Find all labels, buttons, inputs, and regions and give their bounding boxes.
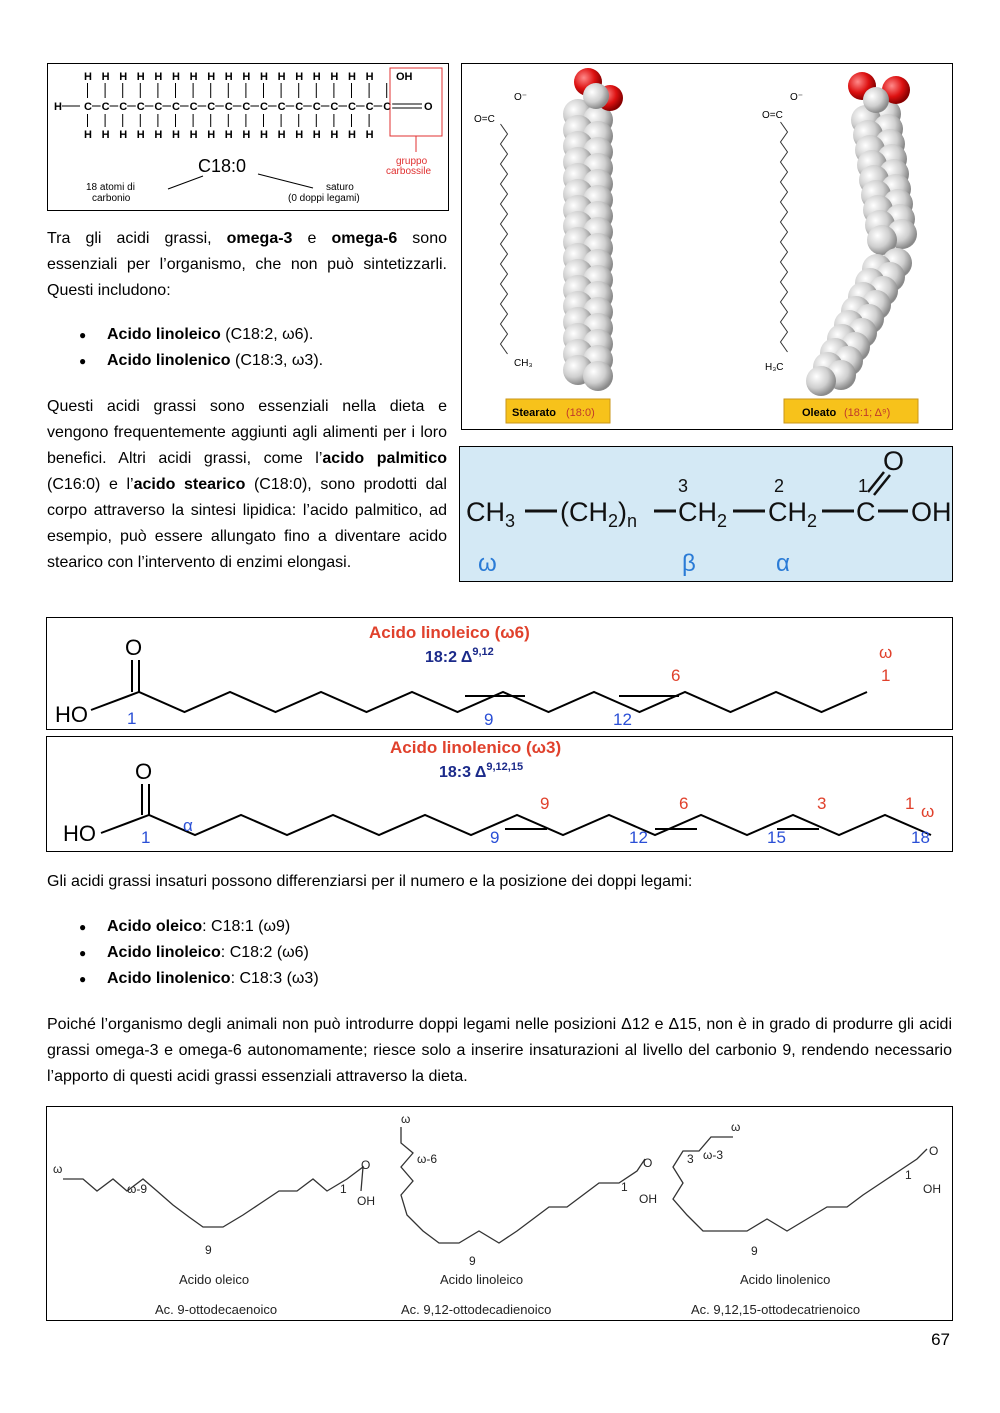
linolenic-omega: ω: [731, 1120, 741, 1134]
gruppo-label-1: gruppo: [396, 156, 428, 167]
hydrogen-atom: H: [189, 71, 198, 83]
linoleic-c9: 9: [484, 710, 494, 729]
linoleic-acid-figure: [46, 617, 953, 730]
saturo-pointer: [258, 174, 313, 188]
hydrogen-atom: H: [207, 129, 216, 141]
stearic-acid-svg: [48, 64, 448, 210]
unsaturated-list: [47, 914, 952, 992]
oleic-name: Acido oleico: [179, 1272, 250, 1287]
linolenic-c18: 18: [911, 828, 930, 847]
linolenic-name: Acido linolenico: [740, 1272, 831, 1287]
stearate-oc-label: O=C: [474, 114, 495, 125]
linolenic-c12: 12: [629, 828, 648, 847]
oleic-skeleton: [63, 1167, 363, 1227]
o-label: O: [424, 101, 433, 113]
hydrogen-atom: H: [242, 129, 251, 141]
oleic-tag: ω-9: [127, 1182, 148, 1196]
carbon-atom: C: [348, 101, 356, 113]
num-2: 2: [774, 476, 785, 496]
linolenic-o2: O: [929, 1144, 939, 1158]
page-number: 67: [931, 1330, 950, 1349]
linolenic-tag: ω-3: [703, 1148, 724, 1162]
list-item: ● Acido linoleico: C18:2 (ω6): [47, 940, 952, 966]
linoleic-title: Acido linoleico (ω6): [369, 623, 530, 642]
alpha-greek: α: [776, 550, 790, 577]
stearate-ch3-label: CH₃: [514, 358, 533, 369]
intro-paragraph-1: [47, 226, 447, 304]
saturo-label-2: (0 doppi legami): [288, 193, 360, 204]
carbon-atom: C: [224, 101, 233, 113]
list-item: ● Acido linolenico: C18:3 (ω3): [47, 966, 952, 992]
linolenic-chain: [101, 815, 931, 835]
oleato-formula: (18:1; Δ⁹): [844, 407, 891, 419]
oleic-o: O: [361, 1158, 371, 1172]
intro-p1-a: Tra gli acidi grassi,: [47, 230, 227, 247]
linolenic-omega-symbol: ω: [921, 802, 935, 821]
intro-paragraph-2: Questi acidi grassi sono essenziali nella dieta e vengono frequentemente aggiunti agli alimenti per i loro benefici. Altri acidi grassi, come l’acido palmitico (C16:0) e l’acido stearico (C18:0), sono prodotti dal corpo attraverso la sintesi lipidica: l’acido palmitico, ad esempio, può essere allungato fino a diventare acido stearico con l’intervento di enzimi elongasi.: [47, 398, 448, 571]
carbon-atom: C: [119, 101, 128, 113]
oleate-oc-label: O=C: [762, 110, 783, 121]
num-1: 1: [858, 476, 869, 496]
stearic-acid-structure-figure: [47, 63, 449, 211]
oleate-space-filling: [806, 72, 917, 396]
carbon-atom: C: [172, 101, 180, 113]
linoleic-c9b: 9: [469, 1254, 476, 1268]
oh-label: OH: [396, 71, 413, 83]
linolenic-svg: [47, 737, 952, 851]
stearate-o-label: O⁻: [514, 92, 528, 103]
intro-p1-e: sono essenziali per l’organismo, che non può sintetizzarli. Questi includono:: [47, 230, 447, 299]
ch2-alpha-text: $CH_2$: [768, 497, 818, 531]
linoleic-notation: 18:2 Δ$^{9,12}$: [425, 646, 494, 666]
hydrogen-atom: H: [136, 129, 145, 141]
essential-fatty-acids-list: [47, 322, 447, 374]
linoleic-c1: 1: [127, 709, 137, 728]
carbon-atom: C: [260, 101, 268, 113]
oleic-omega: ω: [53, 1162, 63, 1176]
carbon-atom: C: [136, 101, 145, 113]
hydrogen-atom: H: [172, 129, 180, 141]
carbons-label-2: carbonio: [92, 193, 131, 204]
oleic-c1: 1: [340, 1182, 347, 1196]
carbons-pointer: [168, 176, 203, 189]
linolenic-title: Acido linolenico (ω3): [390, 738, 562, 757]
linolenic-c1b: 1: [905, 1168, 912, 1182]
insaturi-paragraph: Poiché l’organismo degli animali non può introdurre doppi legami nelle posizioni Δ12 e Δ15, non è in grado di produrre gli acidi grassi omega-3 e omega-6 autonomamente; riesce solo a inserire insaturazioni al livello del carbonio 9, rendendo necessario l’apporto di questi acidi grassi essenziali attraverso la dieta.: [47, 1016, 952, 1085]
hydrogen-atom: H: [101, 71, 110, 83]
carbon-atom: C: [154, 101, 163, 113]
linoleic-c1b: 1: [621, 1180, 628, 1194]
formula-label: C18:0: [198, 156, 247, 176]
hydrogen-atom: H: [312, 129, 321, 141]
intro-p1-c: e: [292, 230, 332, 247]
num-3: 3: [678, 476, 689, 496]
linoleic-iupac: Ac. 9,12-ottodecadienoico: [401, 1302, 552, 1317]
linolenic-n1: 1: [905, 794, 915, 813]
hydrogen-atom: H: [277, 71, 286, 83]
hydrogen-atom: H: [119, 71, 128, 83]
omega-greek: ω: [478, 550, 497, 577]
carbon-atom: C: [312, 101, 321, 113]
hydrogen-atom: H: [207, 71, 216, 83]
hydrogen-atom: H: [136, 71, 145, 83]
hydrogen-atom: H: [260, 129, 268, 141]
carbons-label-1: 18 atomi di: [86, 182, 135, 193]
carbon-atom: C: [383, 101, 392, 113]
linoleic-omega1-num: 1: [881, 666, 891, 685]
hydrogen-atom: H: [84, 129, 92, 141]
linoleic-skeleton: [401, 1127, 645, 1243]
linolenic-c15: 15: [767, 828, 786, 847]
hydrogen-atom: H: [260, 71, 268, 83]
hydrogen-atom: H: [101, 129, 110, 141]
hydrogen-atom: H: [84, 71, 92, 83]
hydrogen-atom: H: [277, 129, 286, 141]
carbon-atom: C: [101, 101, 110, 113]
linolenic-c9: 9: [490, 828, 500, 847]
linolenic-ho: HO: [63, 821, 96, 846]
intro-omega3: omega-3: [226, 230, 293, 247]
linolenic-iupac: Ac. 9,12,15-ottodecatrienoico: [691, 1302, 861, 1317]
carbon-atom: C: [365, 101, 374, 113]
hydrogen-atom: H: [295, 71, 304, 83]
linoleic-o2: O: [643, 1156, 653, 1170]
linoleic-omega: ω: [401, 1112, 411, 1126]
oleic-iupac: Ac. 9-ottodecaenoico: [155, 1302, 278, 1317]
hydrogen-atom: H: [154, 129, 163, 141]
hydrogen-atom: H: [348, 129, 356, 141]
saturo-label-1: saturo: [326, 182, 354, 193]
oleate-o-label: O⁻: [790, 92, 804, 103]
hydrogen-atom: H: [189, 129, 198, 141]
carbon-atom: C: [330, 101, 339, 113]
hydrogen-atom: H: [312, 71, 321, 83]
ch3-text: $CH_3$: [466, 497, 516, 531]
linolenic-n9: 9: [540, 794, 550, 813]
hydrogen-atom: H: [242, 71, 251, 83]
linoleic-svg: [47, 618, 952, 729]
oh-text: OH: [911, 497, 952, 527]
carbon-atom: C: [207, 101, 216, 113]
carbon-atom: C: [189, 101, 198, 113]
carbonyl-bond-a: [868, 472, 884, 492]
linolenic-c9b: 9: [751, 1244, 758, 1258]
three-fatty-acids-figure: [46, 1106, 953, 1321]
oleate-skeleton: [781, 122, 788, 352]
palmitic-acid-label: acido palmitico: [322, 450, 448, 467]
oleate-h3c-label: H₃C: [765, 362, 784, 373]
linolenic-notation: 18:3 Δ$^{9,12,15}$: [439, 761, 524, 781]
carbon-atom: C: [277, 101, 286, 113]
linoleic-name: Acido linoleico: [440, 1272, 524, 1287]
hydrogen-atom: H: [224, 71, 233, 83]
linoleic-omega6-num: 6: [671, 666, 681, 685]
space-filling-svg: [462, 64, 952, 429]
hydrogen-atom: H: [330, 71, 339, 83]
linolenic-acid-figure: [46, 736, 953, 852]
space-filling-models-figure: [461, 63, 953, 430]
linoleic-o: O: [125, 635, 143, 660]
hydrogen-atom: H: [224, 129, 233, 141]
stearato-label: Stearato: [512, 407, 557, 419]
linolenic-o: O: [135, 759, 153, 784]
linolenic-n6: 6: [679, 794, 689, 813]
list-item: ● Acido oleico: C18:1 (ω9): [47, 914, 952, 940]
hydrogen-atom: H: [154, 71, 163, 83]
carbon-numbering-svg: [460, 447, 952, 581]
linoleic-c12: 12: [613, 710, 632, 729]
hydrogen-atom: H: [295, 129, 304, 141]
oleic-oh: OH: [357, 1194, 375, 1208]
stearato-formula: (18:0): [566, 407, 595, 419]
hydrogen-atom: H: [348, 71, 356, 83]
hydrogen-atom: H: [365, 129, 374, 141]
stearate-space-filling: [563, 68, 623, 391]
hydrogen-sphere: [583, 361, 613, 391]
carbonyl-bond-b: [874, 475, 890, 495]
linolenic-oh: OH: [923, 1182, 941, 1196]
linoleic-omega-symbol: ω: [879, 643, 893, 662]
three-fatty-acids-svg: [47, 1107, 952, 1320]
intro-omega6: omega-6: [331, 230, 398, 247]
linoleic-tag: ω-6: [417, 1152, 438, 1166]
list-item: ● Acido linoleico (C18:2, ω6).: [47, 322, 447, 348]
list-item: ● Acido linolenico (C18:3, ω3).: [47, 348, 447, 374]
hydrogen-atom: H: [330, 129, 339, 141]
insaturi-intro: Gli acidi grassi insaturi possono differenziarsi per il numero e la posizione dei doppi legami:: [47, 873, 693, 890]
linoleic-oh: OH: [639, 1192, 657, 1206]
linolenic-c1: 1: [141, 828, 151, 847]
carbon-sphere: [583, 83, 609, 109]
carbon-atom: C: [84, 101, 92, 113]
stearate-skeleton: [501, 124, 508, 354]
linoleic-ho: HO: [55, 702, 88, 727]
oleic-c9: 9: [205, 1243, 212, 1257]
carbon-atom: C: [295, 101, 304, 113]
linolenic-c3: 3: [687, 1152, 694, 1166]
oleato-label: Oleato: [802, 407, 837, 419]
carbon-numbering-figure: [459, 446, 953, 582]
carboxyl-c-text: C: [856, 497, 876, 527]
beta-greek: β: [682, 550, 696, 577]
carbonyl-o-text: O: [883, 447, 905, 476]
carbon-sphere: [863, 87, 889, 113]
gruppo-label-2: carbossile: [386, 166, 432, 177]
carbon-atom: C: [242, 101, 251, 113]
ch2-beta-text: $CH_2$: [678, 497, 728, 531]
linolenic-n3: 3: [817, 794, 827, 813]
hydrogen-atom: H: [172, 71, 180, 83]
hydrogen-atom: H: [119, 129, 128, 141]
stearic-acid-label: acido stearico: [133, 476, 246, 493]
hydrogen-sphere: [806, 366, 836, 396]
linolenic-alpha: α: [183, 816, 193, 835]
ch2n-text: $(CH_2)_n$: [560, 497, 638, 531]
hydrogen-atom: H: [365, 71, 374, 83]
h-terminal: H: [54, 101, 62, 113]
